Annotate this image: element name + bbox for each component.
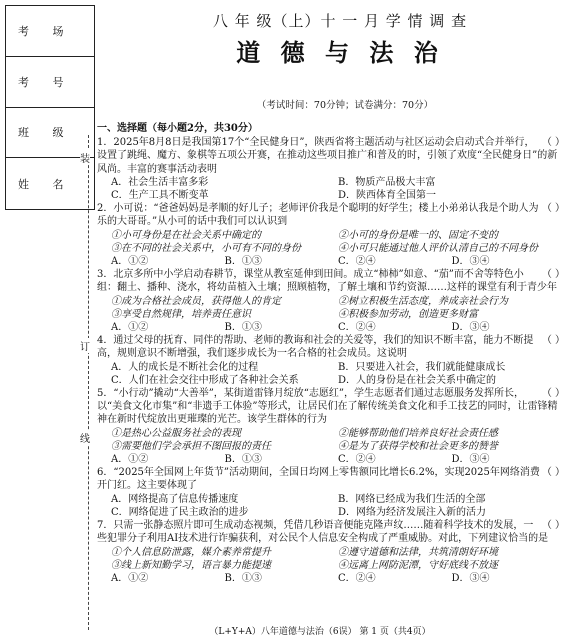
question-stem xyxy=(97,387,565,427)
answer-option: A．①② xyxy=(111,256,149,268)
option-row xyxy=(97,189,565,202)
answer-option: B．物质产品极大丰富 xyxy=(338,176,436,188)
question-6 xyxy=(97,466,565,519)
statement: ①个人信息防泄露，媒介素养常提升 xyxy=(111,546,271,558)
question-stem xyxy=(97,202,565,228)
answer-option: A．人的成长是不断社会化的过程 xyxy=(111,361,259,373)
statement-row xyxy=(97,546,565,559)
answer-blank: （ ） xyxy=(541,467,565,479)
question-text: 5．“小行动”撬动“大善举”，某街道雷锋月绽放“志愿红”，学生志愿者们通过志愿服务发挥所长，以“美食文化市集”和“非遗手工体验”等形式，让居民们在了解传统美食文化和手工技艺的同时，让雷锋精神在新时代绽放出更璀璨的光芒。该学生群体的行为 xyxy=(97,388,558,426)
subject-title: 道 德 与 法 治 xyxy=(236,38,444,67)
section-title: 一、选择题（每小题2分，共30分） xyxy=(97,123,258,134)
answer-option: A．社会生活丰富多彩 xyxy=(111,176,209,188)
answer-option: A．①② xyxy=(111,322,149,334)
statement: ①小可身份是在社会关系中确定的 xyxy=(111,229,261,241)
answer-option: A．①② xyxy=(111,572,149,584)
statement-row xyxy=(97,308,565,321)
answer-option: C．②④ xyxy=(338,322,376,334)
answer-option: D．陕西体育全国第一 xyxy=(338,190,437,202)
answer-blank: （ ） xyxy=(541,520,565,532)
statement: ④是为了获得学校和社会更多的赞誉 xyxy=(338,440,498,452)
answer-option: D．③④ xyxy=(451,572,490,584)
answer-option: B．①③ xyxy=(224,454,262,466)
answer-blank: （ ） xyxy=(541,388,565,400)
option-row xyxy=(97,493,565,506)
answer-option: C．人们在社会交往中形成了各种社会关系 xyxy=(111,374,299,386)
answer-option: A．①② xyxy=(111,454,149,466)
question-stem xyxy=(97,136,565,176)
question-stem xyxy=(97,268,565,294)
binding-line xyxy=(88,135,89,630)
answer-option: C．②④ xyxy=(338,572,376,584)
answer-blank: （ ） xyxy=(541,269,565,281)
question-stem xyxy=(97,519,565,545)
binding-char-xian: 线 xyxy=(80,430,90,445)
option-row xyxy=(97,361,565,374)
answer-option: C．网络促进了民主政治的进步 xyxy=(111,506,249,518)
statement-row xyxy=(97,295,565,308)
question-7 xyxy=(97,519,565,585)
question-text: 1．2025年8月8日是我国第17个“全民健身日”，陕西省将主题活动与社区运动会启动式合并举行，设置了跳绳、魔方、象棋等五项公开赛，在推动这些项目推广和普及的时，引领了欢度“全民健身日”的新风尚。丰富的赛事活动表明 xyxy=(97,137,558,175)
field-exam-room: 考 场 xyxy=(6,6,94,57)
statement-row xyxy=(97,242,565,255)
candidate-info-box xyxy=(5,5,95,210)
question-2 xyxy=(97,202,565,268)
answer-blank: （ ） xyxy=(541,203,565,215)
answer-option: B．①③ xyxy=(224,322,262,334)
question-5 xyxy=(97,387,565,466)
question-stem xyxy=(97,466,565,492)
statement: ①成为合格社会成员，获得他人的肯定 xyxy=(111,295,281,307)
statement: ②能够帮助他们培养良好社会责任感 xyxy=(338,427,498,439)
question-text: 2．小可说：“爸爸妈妈是孝顺的好儿子；老师评价我是个聪明的好学生；楼上小弟弟认我是个助人为乐的大哥哥。”从小可的话中我们可以认识到 xyxy=(97,203,539,228)
binding-char-ding: 订 xyxy=(80,338,90,353)
option-row xyxy=(97,176,565,189)
question-1 xyxy=(97,136,565,202)
binding-char-zhuang: 装 xyxy=(80,150,90,165)
statement: ④小可只能通过他人评价认清自己的不同身份 xyxy=(338,242,538,254)
option-row xyxy=(97,255,565,268)
answer-option: B．①③ xyxy=(224,572,262,584)
question-text: 6．“2025年全国网上年货节”活动期间，全国日均网上零售额同比增长6.2%，实现2025年网络消费开门红。这主要体现了 xyxy=(97,467,540,492)
answer-option: B．①③ xyxy=(224,256,262,268)
statement-row xyxy=(97,427,565,440)
exam-meta: （考试时间：70分钟；试卷满分：70分） xyxy=(256,100,434,111)
answer-option: C．生产工具不断变革 xyxy=(111,190,209,202)
statement: ①是热心公益服务社会的表现 xyxy=(111,427,241,439)
answer-option: B．网络已经成为我们生活的全部 xyxy=(338,493,486,505)
question-list xyxy=(97,136,565,585)
option-row xyxy=(97,506,565,519)
statement: ②小可的身份是唯一的、固定不变的 xyxy=(338,229,498,241)
question-text: 3．北京多所中小学启动春耕节，课堂从教室延伸到田间。成立“柿柿”如意、“茄”而不舍等特色小组：翻土、播种、浇水，将幼苗植入土壤；照顾植物，了解土壤和节约资源……这样的课堂有利于青少年 xyxy=(97,269,557,294)
field-class: 班 级 xyxy=(6,108,94,159)
option-row xyxy=(97,572,565,585)
field-name: 姓 名 xyxy=(18,177,74,191)
answer-option: C．②④ xyxy=(338,256,376,268)
statement: ③线上新知勤学习，语言暴力能提速 xyxy=(111,559,271,571)
statement-row xyxy=(97,440,565,453)
answer-option: C．②④ xyxy=(338,454,376,466)
statement: ③需要他们学会承担不图回报的责任 xyxy=(111,440,271,452)
exam-title: 八 年 级（上）十 一 月 学 情 调 查 xyxy=(212,12,468,30)
answer-option: D．网络为经济发展注入新的活力 xyxy=(338,506,487,518)
statement: ④远离上网防泥潭，守好底线不放逐 xyxy=(338,559,498,571)
question-text: 4．通过父母的抚育、同伴的帮助、老师的教诲和社会的关爱等，我们的知识不断丰富，能力不断提高，规则意识不断增强，我们逐步成长为一名合格的社会成员。这说明 xyxy=(97,335,534,360)
statement-row xyxy=(97,559,565,572)
question-4 xyxy=(97,334,565,387)
question-text: 7．只需一张静态照片即可生成动态视频，凭借几秒语音便能克隆声纹……随着科学技术的发展，一些犯罪分子利用AI技术进行诈骗获利，对公民个人信息安全构成了严重威胁。对此，下列建议恰当的是 xyxy=(97,520,549,545)
statement: ③享受自然规律，培养责任意识 xyxy=(111,308,251,320)
answer-option: D．③④ xyxy=(451,454,490,466)
statement: ④积极参加劳动，创造更多财富 xyxy=(338,308,478,320)
question-3 xyxy=(97,268,565,334)
answer-option: B．只要进入社会，我们就能健康成长 xyxy=(338,361,506,373)
statement-row xyxy=(97,229,565,242)
field-exam-number: 考 号 xyxy=(6,57,94,108)
page-footer: （L+Y+A）八年道德与法治（6误） 第 1 页（共4页） xyxy=(209,627,431,637)
answer-option: D．③④ xyxy=(451,256,490,268)
answer-option: D．人的身份是在社会关系中确定的 xyxy=(338,374,497,386)
statement: ②遵守道德和法律，共筑清朗好环境 xyxy=(338,546,498,558)
question-area xyxy=(97,122,565,585)
answer-option: A．网络提高了信息传播速度 xyxy=(111,493,239,505)
option-row xyxy=(97,321,565,334)
statement: ③在不同的社会关系中，小可有不同的身份 xyxy=(111,242,301,254)
answer-blank: （ ） xyxy=(541,335,565,347)
answer-blank: （ ） xyxy=(541,137,565,149)
question-stem xyxy=(97,334,565,360)
option-row xyxy=(97,374,565,387)
option-row xyxy=(97,453,565,466)
answer-option: D．③④ xyxy=(451,322,490,334)
statement: ②树立积极生活态度，养成亲社会行为 xyxy=(338,295,508,307)
